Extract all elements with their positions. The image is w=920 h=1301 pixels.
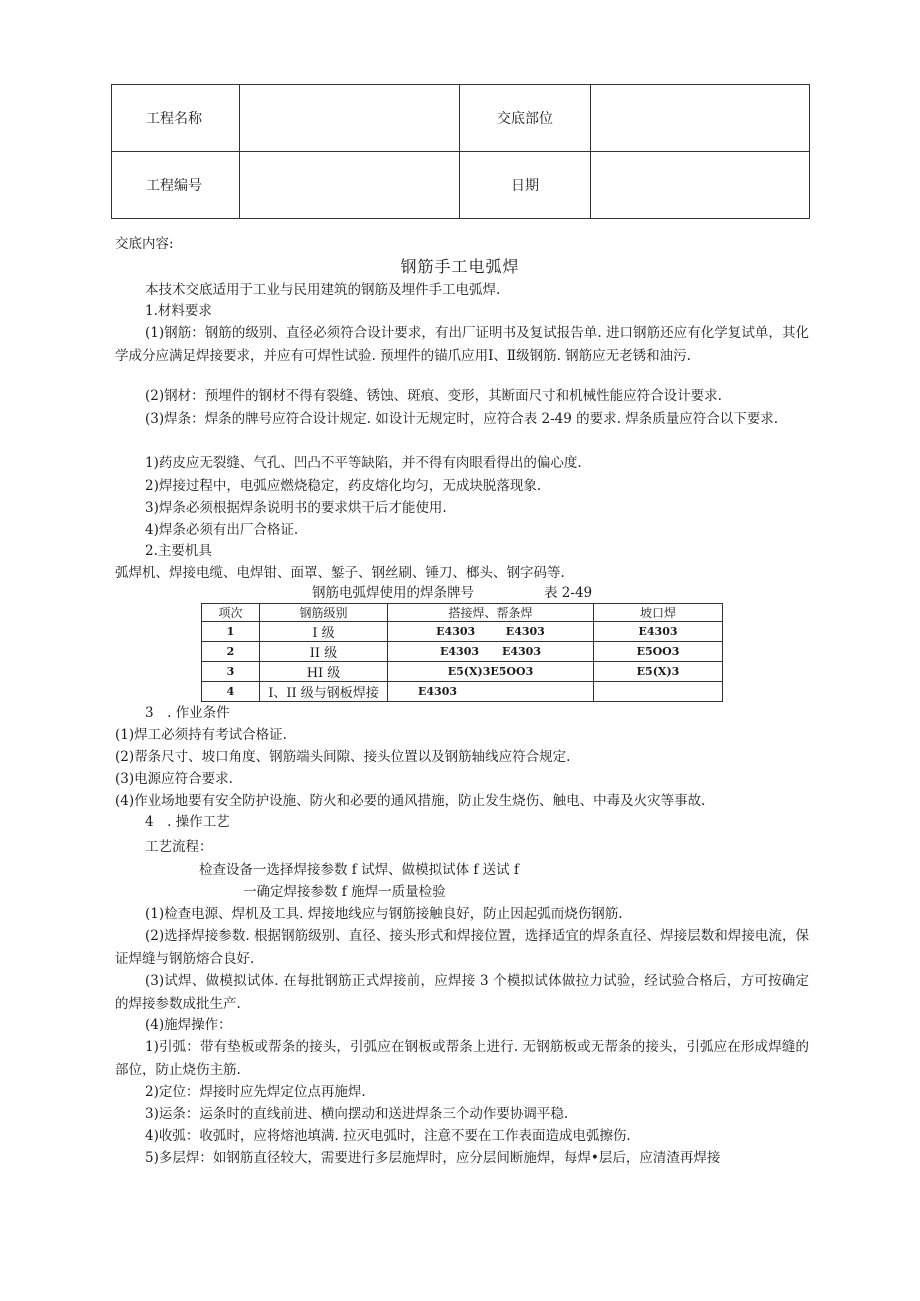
content-label: 交底内容: (115, 236, 174, 252)
section-1-material-paragraph: (2)钢材：预埋件的钢材不得有裂缝、锈蚀、斑痕、变形，其断面尺寸和机械性能应符合设计要求. (145, 388, 722, 404)
table-cell: II 级 (260, 642, 388, 662)
table-cell: E5OO3 (594, 642, 723, 662)
project-no-value (240, 152, 460, 219)
table-caption-title: 钢筋电弧焊使用的焊条牌号 (312, 585, 474, 601)
electrode-requirement-2: 2)焊接过程中，电弧应燃烧稳定，药皮熔化均匀，无成块脱落现象. (145, 478, 542, 494)
step-trial-weld: (3)试焊、做模拟试体. 在每批钢筋正式焊接前，应焊接 3 个模拟试体做拉力试验，经试验合格后，方可按确定的焊接参数成批生产. (115, 973, 809, 1012)
table-row (202, 682, 723, 702)
operation-arc-strike: 1)引弧：带有垫板或帮条的接头，引弧应在钢板或帮条上进行. 无钢筋板或无帮条的接头，引弧应在形成焊缝的部位，防止烧伤主筋. (115, 1039, 809, 1078)
operation-positioning: 2)定位：焊接时应先焊定位点再施焊. (145, 1084, 366, 1100)
section-2-tools-text: 弧焊机、焊接电缆、电焊钳、面罩、錾子、钢丝刷、锤刀、榔头、钢字码等. (115, 565, 565, 581)
intro-text: 本技术交底适用于工业与民用建筑的钢筋及埋件手工电弧焊. (145, 282, 501, 298)
table-number: 表 2-49 (544, 585, 593, 601)
process-flow-label: 工艺流程： (145, 839, 213, 855)
work-condition-1: (1)焊工必须持有考试合格证. (115, 727, 287, 743)
date-label: 日期 (460, 152, 591, 219)
table-row (202, 662, 723, 682)
table-cell: E4303 (388, 682, 594, 702)
header-info-table (111, 84, 810, 219)
process-flow-line-1: 检查设备一选择焊接参数 f 试焊、做模拟试体 f 送试 f (199, 862, 519, 878)
project-no-label: 工程编号 (112, 152, 240, 219)
table-row (202, 642, 723, 662)
table-cell: I 级 (260, 622, 388, 642)
section-4-heading: 4 . 操作工艺 (145, 814, 230, 830)
table-cell: I、II 级与钢板焊接 (260, 682, 388, 702)
table-cell: 1 (202, 622, 260, 642)
table-cell: 3 (202, 662, 260, 682)
handover-part-label: 交底部位 (460, 85, 591, 152)
table-header-cell: 钢筋级别 (260, 604, 388, 622)
doc-title: 钢筋手工电弧焊 (400, 257, 520, 276)
table-cell (594, 682, 723, 702)
electrode-grade-table (201, 603, 723, 702)
operation-rod-movement: 3)运条：运条时的直线前进、横向摆动和送进焊条三个动作要协调平稳. (145, 1106, 569, 1122)
table-cell: E4303 E4303 (388, 622, 594, 642)
operation-multilayer: 5)多层焊：如钢筋直径较大，需要进行多层施焊时，应分层间断施焊，每焊•层后，应清渣再焊接 (145, 1150, 721, 1166)
table-cell: 2 (202, 642, 260, 662)
operation-arc-end: 4)收弧：收弧时，应将熔池填满. 拉灭电弧时，注意不要在工作表面造成电弧擦伤. (145, 1128, 631, 1144)
section-3-heading: 3 . 作业条件 (145, 705, 230, 721)
section-1-heading: 1.材料要求 (145, 303, 212, 319)
section-1-electrode-paragraph: (3)焊条：焊条的牌号应符合设计规定. 如设计无规定时，应符合表 2-49 的要求. 焊条质量应符合以下要求. (145, 411, 778, 427)
work-condition-2: (2)帮条尺寸、坡口角度、钢筋端头间隙、接头位置以及钢筋轴线应符合规定. (115, 749, 571, 765)
process-flow-line-2: 一确定焊接参数 f 施焊一质量检验 (243, 884, 446, 900)
handover-part-value (591, 85, 810, 152)
electrode-requirement-1: 1)药皮应无裂缝、气孔、凹凸不平等缺陷，并不得有肉眼看得出的偏心度. (145, 455, 582, 471)
project-name-label: 工程名称 (112, 85, 240, 152)
table-cell: 4 (202, 682, 260, 702)
table-cell: E5(X)3 (594, 662, 723, 682)
work-condition-3: (3)电源应符合要求. (115, 771, 233, 787)
electrode-requirement-4: 4)焊条必须有出厂合格证. (145, 522, 299, 538)
step-select-parameters: (2)选择焊接参数. 根据钢筋级别、直径、接头形式和焊接位置，选择适宜的焊条直径、焊接层数和焊接电流，保证焊缝与钢筋熔合良好. (115, 928, 809, 967)
table-cell: E5(X)3E5OO3 (388, 662, 594, 682)
table-row (202, 622, 723, 642)
section-1-steel-paragraph: (1)钢筋：钢筋的级别、直径必须符合设计要求，有出厂证明书及复试报告单. 进口钢筋还应有化学复试单，其化学成分应满足焊接要求，并应有可焊性试验. 预埋件的锚爪应用Ⅰ、Ⅱ级钢筋. 钢筋应无老锈和油污. (115, 325, 809, 364)
date-value (591, 152, 810, 219)
table-header-row (202, 604, 723, 622)
table-header-cell: 项次 (202, 604, 260, 622)
table-cell: HI 级 (260, 662, 388, 682)
step-check-equipment: (1)检查电源、焊机及工具. 焊接地线应与钢筋接触良好，防止因起弧而烧伤钢筋. (145, 906, 623, 922)
project-name-value (240, 85, 460, 152)
electrode-requirement-3: 3)焊条必须根据焊条说明书的要求烘干后才能使用. (145, 500, 447, 516)
table-cell: E4303 (594, 622, 723, 642)
table-header-cell: 坡口焊 (594, 604, 723, 622)
table-caption (312, 583, 592, 603)
table-cell: E4303 E4303 (388, 642, 594, 662)
section-2-heading: 2.主要机具 (145, 543, 212, 559)
table-header-cell: 搭接焊、帮条焊 (388, 604, 594, 622)
work-condition-4: (4)作业场地要有安全防护设施、防火和必要的通风措施，防止发生烧伤、触电、中毒及火灾等事故. (115, 793, 706, 809)
step-welding-operation: (4)施焊操作： (145, 1017, 232, 1033)
